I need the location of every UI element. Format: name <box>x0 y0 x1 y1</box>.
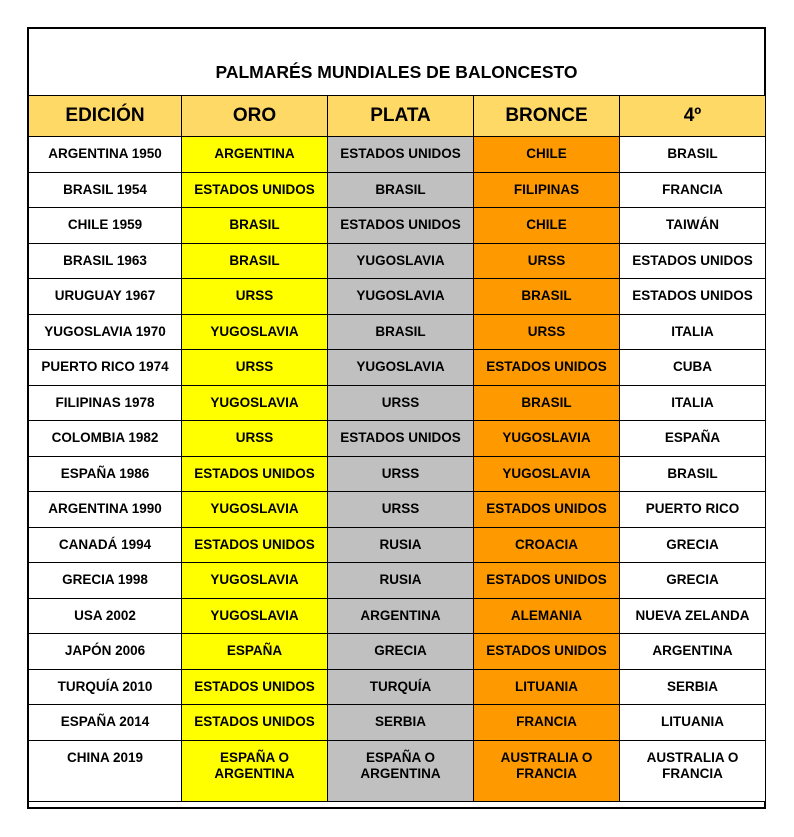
fourth-cell: SERBIA <box>620 669 766 705</box>
table-row <box>29 279 766 315</box>
medal-table-sheet <box>27 27 766 809</box>
bronze-cell: LITUANIA <box>474 669 620 705</box>
edition-cell: ESPAÑA 2014 <box>29 705 182 741</box>
table-row <box>29 137 766 173</box>
bronze-cell: ESTADOS UNIDOS <box>474 492 620 528</box>
fourth-cell: ITALIA <box>620 314 766 350</box>
edition-cell: TURQUÍA 2010 <box>29 669 182 705</box>
fourth-cell: NUEVA ZELANDA <box>620 598 766 634</box>
silver-cell: BRASIL <box>328 172 474 208</box>
edition-cell: ESPAÑA 1986 <box>29 456 182 492</box>
silver-cell: ESTADOS UNIDOS <box>328 208 474 244</box>
silver-cell: ESPAÑA O ARGENTINA <box>328 740 474 801</box>
silver-cell: RUSIA <box>328 527 474 563</box>
gold-cell: BRASIL <box>182 243 328 279</box>
table-row <box>29 669 766 705</box>
edition-cell: CANADÁ 1994 <box>29 527 182 563</box>
gold-cell: ESPAÑA O ARGENTINA <box>182 740 328 801</box>
bronze-cell: ESTADOS UNIDOS <box>474 563 620 599</box>
bronze-cell: FILIPINAS <box>474 172 620 208</box>
gold-cell: YUGOSLAVIA <box>182 598 328 634</box>
gold-cell: URSS <box>182 421 328 457</box>
table-row <box>29 456 766 492</box>
silver-cell: URSS <box>328 456 474 492</box>
edition-cell: COLOMBIA 1982 <box>29 421 182 457</box>
table-row <box>29 172 766 208</box>
table-row <box>29 598 766 634</box>
bronze-cell: ALEMANIA <box>474 598 620 634</box>
header-bronce: BRONCE <box>474 96 620 137</box>
bronze-cell: CHILE <box>474 137 620 173</box>
silver-cell: ESTADOS UNIDOS <box>328 137 474 173</box>
gold-cell: YUGOSLAVIA <box>182 385 328 421</box>
fourth-cell: GRECIA <box>620 563 766 599</box>
fourth-cell: ARGENTINA <box>620 634 766 670</box>
gold-cell: URSS <box>182 350 328 386</box>
silver-cell: GRECIA <box>328 634 474 670</box>
bronze-cell: BRASIL <box>474 385 620 421</box>
fourth-cell: FRANCIA <box>620 172 766 208</box>
fourth-cell: BRASIL <box>620 137 766 173</box>
gold-cell: BRASIL <box>182 208 328 244</box>
bronze-cell: CHILE <box>474 208 620 244</box>
gold-cell: YUGOSLAVIA <box>182 314 328 350</box>
table-row <box>29 314 766 350</box>
edition-cell: ARGENTINA 1950 <box>29 137 182 173</box>
bronze-cell: URSS <box>474 243 620 279</box>
fourth-cell: ESTADOS UNIDOS <box>620 243 766 279</box>
table-row <box>29 492 766 528</box>
table-row <box>29 243 766 279</box>
silver-cell: URSS <box>328 492 474 528</box>
silver-cell: RUSIA <box>328 563 474 599</box>
header-edicion: EDICIÓN <box>29 96 182 137</box>
silver-cell: URSS <box>328 385 474 421</box>
table-row <box>29 634 766 670</box>
edition-cell: FILIPINAS 1978 <box>29 385 182 421</box>
gold-cell: ESTADOS UNIDOS <box>182 172 328 208</box>
header-oro: ORO <box>182 96 328 137</box>
bronze-cell: ESTADOS UNIDOS <box>474 634 620 670</box>
bronze-cell: FRANCIA <box>474 705 620 741</box>
edition-cell: YUGOSLAVIA 1970 <box>29 314 182 350</box>
silver-cell: YUGOSLAVIA <box>328 279 474 315</box>
fourth-cell: PUERTO RICO <box>620 492 766 528</box>
silver-cell: SERBIA <box>328 705 474 741</box>
gold-cell: URSS <box>182 279 328 315</box>
table-row <box>29 208 766 244</box>
silver-cell: TURQUÍA <box>328 669 474 705</box>
silver-cell: YUGOSLAVIA <box>328 350 474 386</box>
edition-cell: PUERTO RICO 1974 <box>29 350 182 386</box>
fourth-cell: ESPAÑA <box>620 421 766 457</box>
bronze-cell: YUGOSLAVIA <box>474 456 620 492</box>
table-row <box>29 527 766 563</box>
table-row <box>29 350 766 386</box>
silver-cell: ESTADOS UNIDOS <box>328 421 474 457</box>
silver-cell: YUGOSLAVIA <box>328 243 474 279</box>
medal-table <box>28 95 766 802</box>
table-row <box>29 740 766 801</box>
fourth-cell: ITALIA <box>620 385 766 421</box>
fourth-cell: CUBA <box>620 350 766 386</box>
gold-cell: YUGOSLAVIA <box>182 492 328 528</box>
edition-cell: JAPÓN 2006 <box>29 634 182 670</box>
fourth-cell: AUSTRALIA O FRANCIA <box>620 740 766 801</box>
bronze-cell: CROACIA <box>474 527 620 563</box>
gold-cell: ARGENTINA <box>182 137 328 173</box>
gold-cell: ESTADOS UNIDOS <box>182 456 328 492</box>
gold-cell: ESTADOS UNIDOS <box>182 527 328 563</box>
header-cuarto: 4º <box>620 96 766 137</box>
table-row <box>29 385 766 421</box>
gold-cell: ESPAÑA <box>182 634 328 670</box>
bronze-cell: AUSTRALIA O FRANCIA <box>474 740 620 801</box>
silver-cell: BRASIL <box>328 314 474 350</box>
fourth-cell: ESTADOS UNIDOS <box>620 279 766 315</box>
edition-cell: URUGUAY 1967 <box>29 279 182 315</box>
edition-cell: CHINA 2019 <box>29 740 182 801</box>
bronze-cell: BRASIL <box>474 279 620 315</box>
fourth-cell: BRASIL <box>620 456 766 492</box>
edition-cell: GRECIA 1998 <box>29 563 182 599</box>
bronze-cell: URSS <box>474 314 620 350</box>
fourth-cell: TAIWÁN <box>620 208 766 244</box>
gold-cell: ESTADOS UNIDOS <box>182 669 328 705</box>
gold-cell: YUGOSLAVIA <box>182 563 328 599</box>
gold-cell: ESTADOS UNIDOS <box>182 705 328 741</box>
edition-cell: BRASIL 1954 <box>29 172 182 208</box>
silver-cell: ARGENTINA <box>328 598 474 634</box>
header-plata: PLATA <box>328 96 474 137</box>
table-row <box>29 421 766 457</box>
page-title: PALMARÉS MUNDIALES DE BALONCESTO <box>215 62 578 82</box>
bronze-cell: ESTADOS UNIDOS <box>474 350 620 386</box>
fourth-cell: GRECIA <box>620 527 766 563</box>
edition-cell: CHILE 1959 <box>29 208 182 244</box>
table-row <box>29 563 766 599</box>
table-row <box>29 705 766 741</box>
fourth-cell: LITUANIA <box>620 705 766 741</box>
edition-cell: USA 2002 <box>29 598 182 634</box>
header-row <box>29 96 766 137</box>
edition-cell: BRASIL 1963 <box>29 243 182 279</box>
bronze-cell: YUGOSLAVIA <box>474 421 620 457</box>
edition-cell: ARGENTINA 1990 <box>29 492 182 528</box>
